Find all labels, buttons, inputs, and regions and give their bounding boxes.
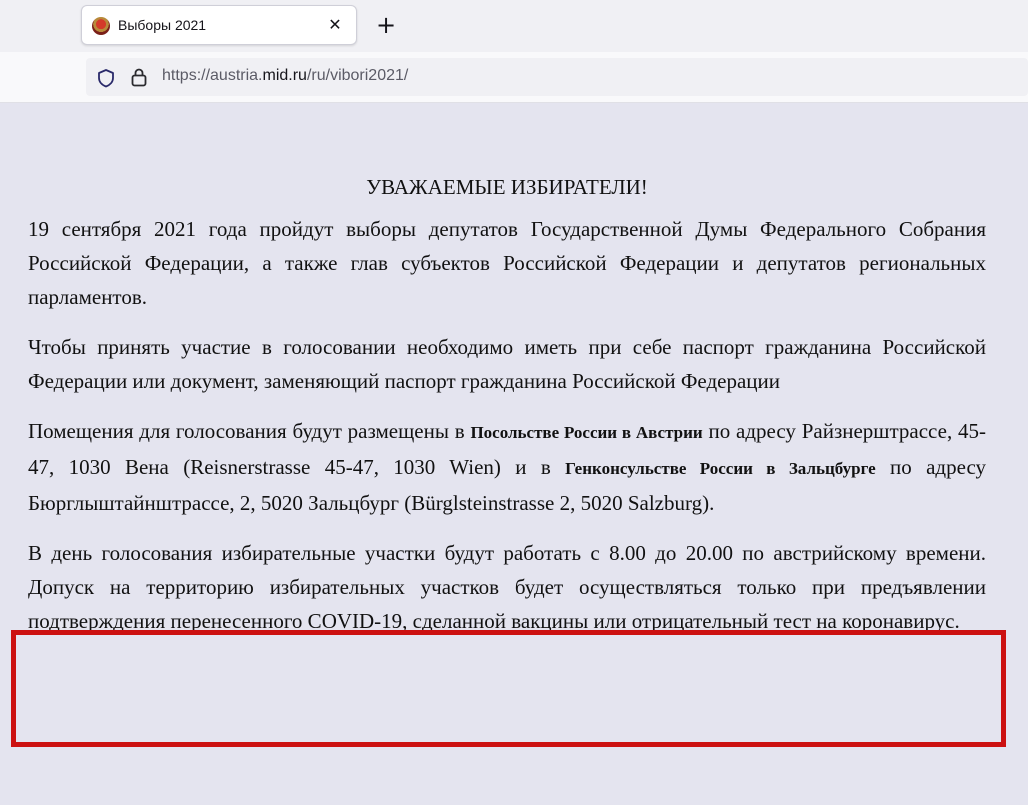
new-tab-button[interactable]: + (375, 11, 397, 39)
paragraph-voting-hours: В день голосования избирательные участки будут работать с 8.00 до 20.00 по австрийскому времени. Допуск на территорию избирательных участков будет осуществляться только при предъявлении подтверждения перенесенного COVID-19, сделанной вакцины или отрицательный тест на коронавирус. (28, 541, 986, 633)
close-icon[interactable]: ✕ (328, 15, 342, 34)
page-content (28, 170, 986, 654)
tab-title: Выборы 2021 (118, 17, 207, 33)
paragraph-documents: Чтобы принять участие в голосовании необходимо иметь при себе паспорт гражданина Российской Федерации или документ, заменяющий паспорт гражданина Российской Федерации (28, 335, 986, 393)
navigation-bar (0, 52, 1028, 103)
russian-emblem-icon (92, 17, 110, 35)
url-prefix: https://austria. (162, 67, 263, 84)
page-title: УВАЖАЕМЫЕ ИЗБИРАТЕЛИ! (366, 175, 648, 199)
lock-icon[interactable] (130, 67, 148, 92)
url-host: mid.ru (262, 67, 307, 84)
locations-text-2: по адресу Райзнерштрассе, 45-47, 1030 Вена (Reisnerstrasse 45-47, 1030 Wien) и в (28, 419, 986, 479)
embassy-name: Посольстве России в Австрии (470, 423, 703, 442)
url-text[interactable] (162, 67, 408, 85)
tab-strip (0, 0, 1028, 52)
paragraph-elections-info: 19 сентября 2021 года пройдут выборы депутатов Государственной Думы Федерального Собрания Российской Федерации, а также глав субъектов Российской Федерации и депутатов региональных парламентов. (28, 217, 986, 309)
highlight-annotation-box (11, 630, 1006, 747)
url-suffix: /ru/vibori2021/ (306, 67, 409, 84)
paragraph-locations (28, 414, 986, 520)
browser-tab[interactable] (81, 5, 357, 45)
consulate-name: Генконсульстве России в Зальцбурге (565, 459, 876, 478)
locations-text-3: по адресу Бюрглыштайнштрассе, 2, 5020 Зальцбург (Bürglsteinstrasse 2, 5020 Salzburg). (28, 455, 986, 515)
locations-text-1: Помещения для голосования будут размещены в (28, 419, 471, 443)
address-bar[interactable] (86, 58, 1028, 96)
shield-icon[interactable] (96, 68, 116, 93)
